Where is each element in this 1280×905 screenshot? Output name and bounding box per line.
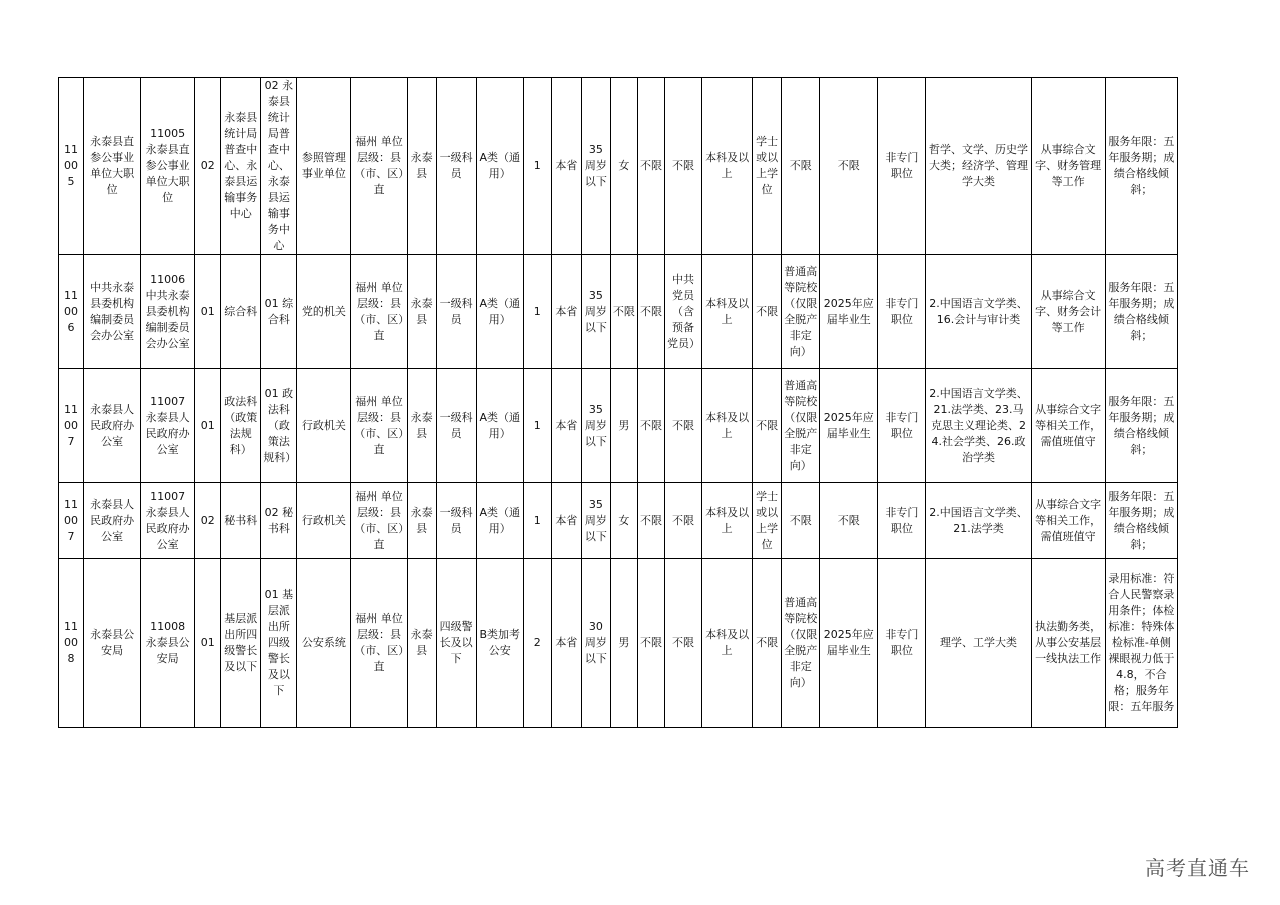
cell-education: 本科及以上 [702,369,753,483]
cell-category: A类（通用） [476,483,523,559]
cell-dept: 政法科（政策法规科） [221,369,261,483]
cell-education: 本科及以上 [702,483,753,559]
cell-other: 2025年应届毕业生 [820,255,878,369]
cell-other: 2025年应届毕业生 [820,369,878,483]
cell-dept: 综合科 [221,255,261,369]
cell-education: 本科及以上 [702,559,753,728]
cell-unit-code: 11007 永泰县人民政府办公室 [141,483,195,559]
cell-region: 永泰县 [407,255,436,369]
cell-degree: 不限 [753,559,782,728]
cell-source: 普通高等院校（仅限全脱产非定向） [782,369,820,483]
cell-code: 11007 [59,369,84,483]
cell-position: 01 综合科 [261,255,297,369]
cell-dept: 基层派出所四级警长及以下 [221,559,261,728]
cell-pos-no: 01 [195,369,221,483]
cell-age: 35周岁以下 [581,369,610,483]
cell-position: 01 政法科（政策法规科） [261,369,297,483]
cell-rank: 四级警长及以下 [436,559,476,728]
cell-gender: 女 [610,483,637,559]
cell-unit-code: 11008 永泰县公安局 [141,559,195,728]
cell-unit: 中共永泰县委机构编制委员会办公室 [84,255,141,369]
cell-origin: 本省 [551,255,581,369]
cell-pos-no: 02 [195,483,221,559]
cell-region: 永泰县 [407,483,436,559]
cell-degree: 学士或以上学位 [753,78,782,255]
cell-unit-code: 11005 永泰县直参公事业单位大职位 [141,78,195,255]
cell-politics: 不限 [664,369,701,483]
table-row [59,255,1178,369]
cell-level: 福州 单位层级：县（市、区）直 [351,483,407,559]
cell-region: 永泰县 [407,78,436,255]
cell-special: 非专门职位 [878,559,926,728]
cell-rank: 一级科员 [436,483,476,559]
cell-education: 本科及以上 [702,78,753,255]
cell-count: 2 [523,559,551,728]
cell-ethnicity: 不限 [637,483,664,559]
cell-region: 永泰县 [407,559,436,728]
cell-gender: 不限 [610,255,637,369]
cell-region: 永泰县 [407,369,436,483]
cell-pos-no: 01 [195,559,221,728]
cell-category: A类（通用） [476,369,523,483]
cell-education: 本科及以上 [702,255,753,369]
cell-dept: 永泰县统计局普查中心、永泰县运输事务中心 [221,78,261,255]
cell-pos-no: 01 [195,255,221,369]
cell-unit-code: 11007 永泰县人民政府办公室 [141,369,195,483]
cell-code: 11005 [59,78,84,255]
cell-other: 2025年应届毕业生 [820,559,878,728]
cell-code: 11008 [59,559,84,728]
cell-age: 35周岁以下 [581,78,610,255]
cell-code: 11007 [59,483,84,559]
cell-level: 福州 单位层级：县（市、区）直 [351,369,407,483]
cell-unit: 永泰县人民政府办公室 [84,483,141,559]
cell-unit: 永泰县直参公事业单位大职位 [84,78,141,255]
cell-nature: 行政机关 [297,369,351,483]
cell-dept: 秘书科 [221,483,261,559]
cell-level: 福州 单位层级：县（市、区）直 [351,78,407,255]
cell-code: 11006 [59,255,84,369]
cell-major: 哲学、文学、历史学大类；经济学、管理学大类 [926,78,1031,255]
cell-age: 35周岁以下 [581,255,610,369]
cell-count: 1 [523,483,551,559]
cell-nature: 参照管理事业单位 [297,78,351,255]
cell-category: A类（通用） [476,78,523,255]
cell-unit-code: 11006 中共永泰县委机构编制委员会办公室 [141,255,195,369]
cell-remark: 服务年限：五年服务期；成绩合格线倾斜； [1105,369,1177,483]
cell-politics: 不限 [664,78,701,255]
cell-gender: 男 [610,559,637,728]
table-row [59,369,1178,483]
recruitment-table [58,77,1178,728]
cell-politics: 不限 [664,559,701,728]
watermark-text: 高考直通车 [1145,856,1250,880]
cell-remark: 服务年限：五年服务期；成绩合格线倾斜； [1105,255,1177,369]
cell-remark: 服务年限：五年服务期；成绩合格线倾斜； [1105,483,1177,559]
cell-ethnicity: 不限 [637,559,664,728]
cell-unit: 永泰县公安局 [84,559,141,728]
cell-major: 2.中国语言文学类、21.法学类 [926,483,1031,559]
cell-gender: 男 [610,369,637,483]
cell-major: 2.中国语言文学类、16.会计与审计类 [926,255,1031,369]
cell-politics: 中共党员（含预备党员） [664,255,701,369]
cell-duty: 从事综合文字等相关工作，需值班值守 [1031,369,1105,483]
cell-source: 普通高等院校（仅限全脱产非定向） [782,255,820,369]
table-row [59,78,1178,255]
cell-level: 福州 单位层级：县（市、区）直 [351,255,407,369]
cell-nature: 公安系统 [297,559,351,728]
cell-duty: 执法勤务类，从事公安基层一线执法工作 [1031,559,1105,728]
cell-special: 非专门职位 [878,369,926,483]
cell-source: 不限 [782,78,820,255]
cell-position: 02 永泰县统计局普查中心、永泰县运输事务中心 [261,78,297,255]
cell-age: 35周岁以下 [581,483,610,559]
cell-position: 02 秘书科 [261,483,297,559]
cell-category: B类加考公安 [476,559,523,728]
cell-rank: 一级科员 [436,255,476,369]
cell-category: A类（通用） [476,255,523,369]
cell-level: 福州 单位层级：县（市、区）直 [351,559,407,728]
cell-ethnicity: 不限 [637,369,664,483]
cell-source: 普通高等院校（仅限全脱产非定向） [782,559,820,728]
cell-origin: 本省 [551,78,581,255]
cell-pos-no: 02 [195,78,221,255]
cell-politics: 不限 [664,483,701,559]
cell-remark: 服务年限：五年服务期；成绩合格线倾斜； [1105,78,1177,255]
cell-degree: 不限 [753,369,782,483]
cell-rank: 一级科员 [436,369,476,483]
table-row [59,483,1178,559]
cell-special: 非专门职位 [878,255,926,369]
table-row [59,559,1178,728]
cell-rank: 一级科员 [436,78,476,255]
cell-duty: 从事综合文字、财务管理等工作 [1031,78,1105,255]
cell-ethnicity: 不限 [637,78,664,255]
cell-special: 非专门职位 [878,78,926,255]
cell-origin: 本省 [551,559,581,728]
cell-gender: 女 [610,78,637,255]
cell-position: 01 基层派出所四级警长及以下 [261,559,297,728]
cell-degree: 学士或以上学位 [753,483,782,559]
cell-nature: 行政机关 [297,483,351,559]
cell-special: 非专门职位 [878,483,926,559]
cell-remark: 录用标准：符合人民警察录用条件；体检标准：特殊体检标准-单侧裸眼视力低于4.8，不合格；服务年限：五年服务 [1105,559,1177,728]
cell-other: 不限 [820,78,878,255]
cell-degree: 不限 [753,255,782,369]
cell-nature: 党的机关 [297,255,351,369]
cell-unit: 永泰县人民政府办公室 [84,369,141,483]
cell-duty: 从事综合文字等相关工作，需值班值守 [1031,483,1105,559]
cell-ethnicity: 不限 [637,255,664,369]
cell-count: 1 [523,255,551,369]
cell-origin: 本省 [551,483,581,559]
cell-source: 不限 [782,483,820,559]
cell-origin: 本省 [551,369,581,483]
cell-duty: 从事综合文字、财务会计等工作 [1031,255,1105,369]
cell-count: 1 [523,369,551,483]
cell-major: 2.中国语言文学类、21.法学类、23.马克思主义理论类、24.社会学类、26.政治学类 [926,369,1031,483]
cell-age: 30周岁以下 [581,559,610,728]
cell-major: 理学、工学大类 [926,559,1031,728]
cell-other: 不限 [820,483,878,559]
cell-count: 1 [523,78,551,255]
